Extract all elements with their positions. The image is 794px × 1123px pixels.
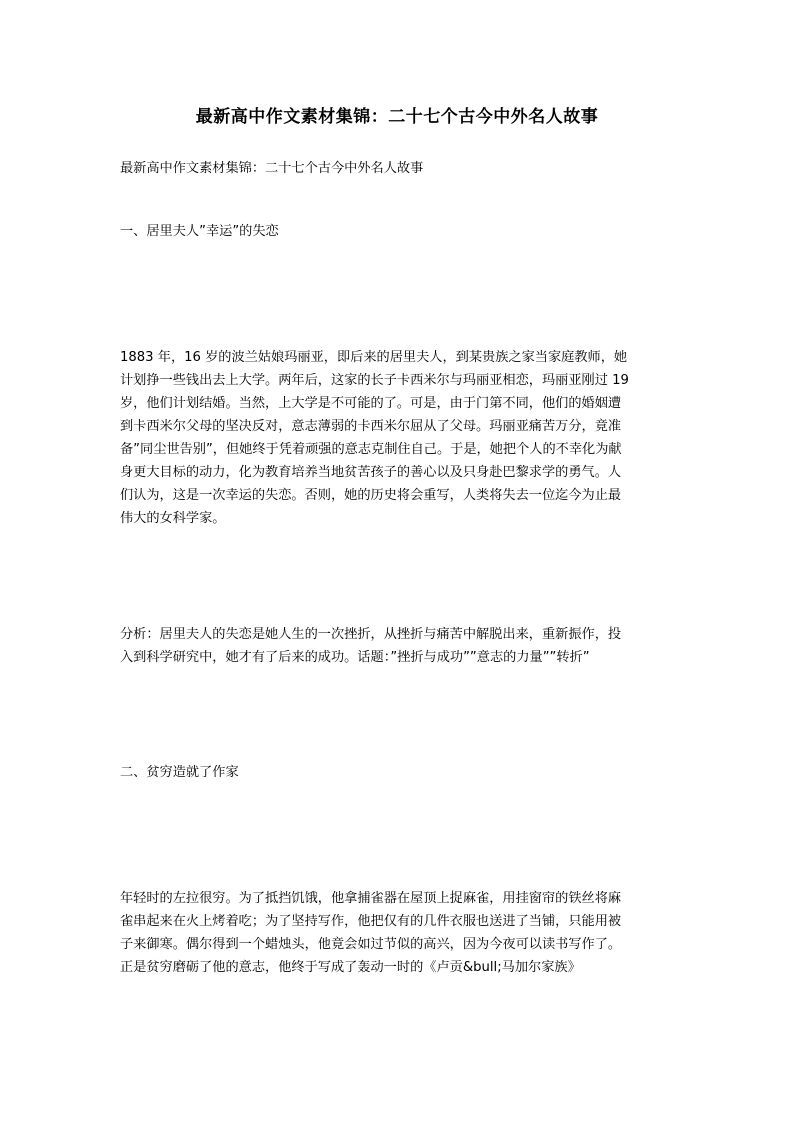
paragraph-line: 伟大的女科学家。 <box>120 511 226 526</box>
paragraph-line: 们认为，这是一次幸运的失恋。否则，她的历史将会重写，人类将失去一位迄今为止最 <box>120 488 622 503</box>
paragraph-line: 分析：居里夫人的失恋是她人生的一次挫折，从挫折与痛苦中解脱出来，重新振作，投 <box>120 627 622 642</box>
paragraph-line: 备”同尘世告别”，但她终于凭着顽强的意志克制住自己。于是，她把个人的不幸化为献 <box>120 442 622 457</box>
paragraph-line: 1883 年，16 岁的波兰姑娘玛丽亚，即后来的居里夫人，到某贵族之家当家庭教师，她 <box>120 350 628 365</box>
paragraph-line: 正是贫穷磨砺了他的意志，他终于写成了轰动一时的《卢贡&bull;马加尔家族》 <box>120 960 581 975</box>
document-subtitle: 最新高中作文素材集锦：二十七个古今中外名人故事 <box>120 161 424 176</box>
paragraph-line: 雀串起来在火上烤着吃；为了坚持写作，他把仅有的几件衣服也送进了当铺，只能用被 <box>120 914 622 929</box>
paragraph-line: 到卡西米尔父母的坚决反对，意志薄弱的卡西米尔屈从了父母。玛丽亚痛苦万分，竟准 <box>120 419 622 434</box>
document-title: 最新高中作文素材集锦：二十七个古今中外名人故事 <box>195 107 599 127</box>
paragraph-line: 身更大目标的动力，化为教育培养当地贫苦孩子的善心以及只身赴巴黎求学的勇气。人 <box>120 465 622 480</box>
paragraph-line: 年轻时的左拉很穷。为了抵挡饥饿，他拿捕雀器在屋顶上捉麻雀，用挂窗帘的铁丝将麻 <box>120 891 622 906</box>
section-heading-zola: 二、贫穷造就了作家 <box>120 765 239 780</box>
paragraph-line: 岁，他们计划结婚。当然，上大学是不可能的了。可是，由于门第不同，他们的婚姻遭 <box>120 396 622 411</box>
section-heading-curie: 一、居里夫人”幸运”的失恋 <box>120 224 279 239</box>
paragraph-line: 子来御寒。偶尔得到一个蜡烛头，他竟会如过节似的高兴，因为今夜可以读书写作了。 <box>120 937 622 952</box>
paragraph-line: 计划挣一些钱出去上大学。两年后，这家的长子卡西米尔与玛丽亚相恋，玛丽亚刚过 19 <box>120 373 629 388</box>
paragraph-line: 入到科学研究中，她才有了后来的成功。话题：”挫折与成功””意志的力量””转折” <box>120 650 590 665</box>
